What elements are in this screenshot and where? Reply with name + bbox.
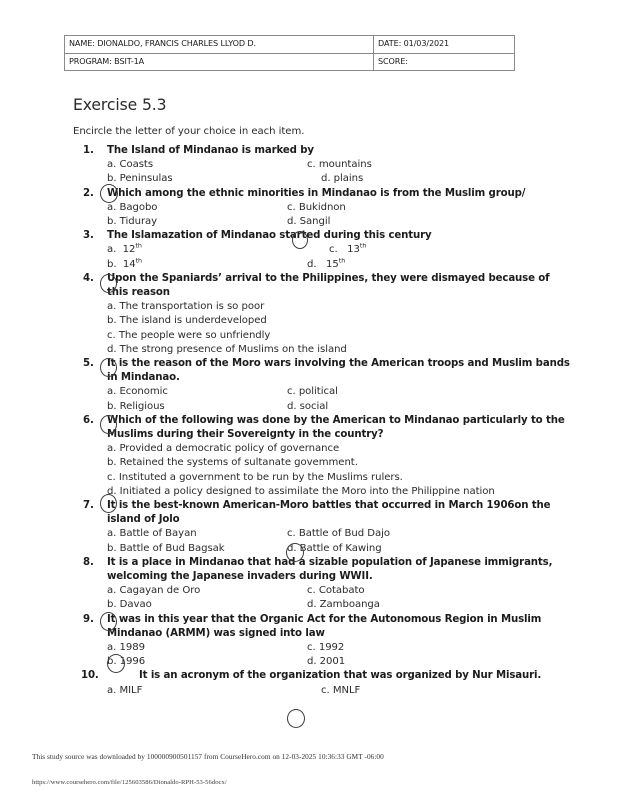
question-2-options bbox=[73, 201, 573, 229]
question-10-text bbox=[73, 669, 573, 683]
question-7-body: It is the best-known American-Moro battles that occurred in March 1906on the island of Jolo bbox=[107, 499, 551, 526]
option-7d[interactable]: d. Battle of Kawing bbox=[287, 542, 382, 554]
question-10 bbox=[73, 669, 573, 697]
question-5-number: 5. bbox=[83, 357, 94, 369]
page-title: Exercise 5.3 bbox=[73, 96, 167, 114]
score-cell: SCORE: bbox=[374, 53, 515, 71]
option-3d-value: 15 bbox=[326, 258, 339, 270]
option-row bbox=[107, 584, 573, 598]
question-7 bbox=[73, 499, 573, 556]
option-row bbox=[107, 641, 573, 655]
option-row bbox=[107, 215, 573, 229]
date-cell: DATE: 01/03/2021 bbox=[374, 36, 515, 54]
option-8d[interactable]: d. Zamboanga bbox=[307, 599, 380, 611]
option-row bbox=[107, 684, 573, 698]
option-row bbox=[107, 258, 573, 272]
question-8-number: 8. bbox=[83, 556, 94, 568]
option-1c[interactable]: c. mountains bbox=[307, 159, 372, 171]
question-4-body: Upon the Spaniards’ arrival to the Philippines, they were dismayed because of this reason bbox=[107, 272, 550, 298]
option-8b[interactable]: b. Davao bbox=[107, 599, 152, 611]
option-row bbox=[107, 201, 573, 215]
question-2-text bbox=[73, 187, 573, 201]
question-6-options bbox=[73, 442, 573, 499]
answer-mark-q10-c bbox=[287, 709, 305, 728]
option-8c[interactable]: c. Cotabato bbox=[307, 585, 365, 597]
question-9 bbox=[73, 613, 573, 670]
question-2 bbox=[73, 187, 573, 230]
option-row bbox=[107, 158, 573, 172]
question-1-text bbox=[73, 144, 573, 158]
student-info-table bbox=[64, 35, 515, 71]
option-3b-value: 14 bbox=[122, 258, 136, 270]
ordinal-suffix: th bbox=[359, 242, 367, 250]
question-1 bbox=[73, 144, 573, 187]
question-2-number: 2. bbox=[83, 187, 94, 199]
option-1b[interactable]: b. Peninsulas bbox=[107, 173, 173, 185]
option-row bbox=[107, 542, 573, 556]
option-1a[interactable]: a. Coasts bbox=[107, 159, 154, 171]
question-3-text bbox=[73, 229, 573, 243]
option-9d[interactable]: d. 2001 bbox=[307, 656, 346, 668]
ordinal-suffix: th bbox=[135, 242, 142, 250]
ordinal-suffix: th bbox=[135, 256, 143, 265]
question-4-options bbox=[73, 300, 573, 357]
question-9-number: 9. bbox=[83, 613, 94, 625]
question-8-body: It is a place in Mindanao that had a sizable population of Japanese immigrants, welcoming the Japanese invaders during WWII. bbox=[107, 556, 553, 582]
option-4d[interactable]: d. The strong presence of Muslims on the island bbox=[107, 343, 347, 355]
question-1-options bbox=[73, 158, 573, 186]
question-6-text bbox=[73, 414, 573, 442]
question-4-number: 4. bbox=[83, 272, 94, 284]
option-row bbox=[107, 655, 573, 669]
option-4a[interactable]: a. The transportation is so poor bbox=[107, 301, 265, 313]
question-7-number: 7. bbox=[83, 499, 94, 511]
question-5-body: It is the reason of the Moro wars involving the American troops and Muslim bands in Mindanao. bbox=[107, 357, 570, 384]
option-row bbox=[107, 527, 573, 541]
question-3-options bbox=[73, 243, 573, 271]
option-5c[interactable]: c. political bbox=[287, 386, 338, 398]
option-3a[interactable]: a. 12th bbox=[107, 242, 142, 256]
option-4b[interactable]: b. The island is underdeveloped bbox=[107, 315, 267, 327]
question-5-options bbox=[73, 385, 573, 413]
question-7-options bbox=[73, 527, 573, 555]
name-cell: NAME: DIONALDO, FRANCIS CHARLES LLYOD D. bbox=[65, 36, 374, 54]
option-row bbox=[107, 385, 573, 399]
question-5 bbox=[73, 357, 573, 414]
option-7c[interactable]: c. Battle of Bud Dajo bbox=[287, 528, 390, 540]
program-cell: PROGRAM: BSIT-1A bbox=[65, 53, 374, 71]
question-6-body: Which of the following was done by the American to Mindanao particularly to the Muslims during their Sovereignty in the country? bbox=[107, 414, 565, 440]
question-2-body: Which among the ethnic minorities in Mindanao is from the Muslim group/ bbox=[107, 187, 526, 199]
option-5a[interactable]: a. Economic bbox=[107, 386, 168, 398]
option-2a[interactable]: a. Bagobo bbox=[107, 201, 158, 213]
question-10-options bbox=[73, 684, 573, 698]
option-3c[interactable]: c. 13th bbox=[329, 242, 367, 256]
option-5d[interactable]: d. social bbox=[287, 400, 329, 412]
question-4 bbox=[73, 272, 573, 357]
option-2b[interactable]: b. Tiduray bbox=[107, 215, 158, 227]
option-9c[interactable]: c. 1992 bbox=[307, 641, 345, 653]
option-row bbox=[107, 400, 573, 414]
option-8a[interactable]: a. Cagayan de Oro bbox=[107, 585, 201, 597]
table-row bbox=[65, 53, 515, 71]
option-5b[interactable]: b. Religious bbox=[107, 400, 165, 412]
question-list bbox=[73, 144, 573, 698]
source-url[interactable]: https://www.coursehero.com/file/125603586/Dionaldo-RPH-53-56docx/ bbox=[32, 779, 227, 786]
option-3a-value: 12 bbox=[122, 244, 136, 256]
option-7b[interactable]: b. Battle of Bud Bagsak bbox=[107, 542, 225, 554]
question-1-number: 1. bbox=[83, 145, 94, 156]
question-6-number: 6. bbox=[83, 414, 94, 426]
question-1-body: The Island of Mindanao is marked by bbox=[107, 145, 314, 156]
option-3c-value: 13 bbox=[347, 244, 360, 256]
question-9-options bbox=[73, 641, 573, 669]
instruction-text: Encircle the letter of your choice in each item. bbox=[73, 126, 305, 137]
question-5-text bbox=[73, 357, 573, 385]
table-row bbox=[65, 36, 515, 54]
question-3 bbox=[73, 229, 573, 272]
question-3-number: 3. bbox=[83, 230, 94, 242]
question-6 bbox=[73, 414, 573, 499]
question-9-text bbox=[73, 613, 573, 641]
question-8-text bbox=[73, 556, 573, 584]
option-9b[interactable]: b. 1996 bbox=[107, 656, 146, 668]
option-4c[interactable]: c. The people were so unfriendly bbox=[107, 329, 271, 341]
option-7a[interactable]: a. Battle of Bayan bbox=[107, 528, 197, 540]
question-9-body: It was in this year that the Organic Act for the Autonomous Region in Muslim Mindanao (ARMM) was signed into law bbox=[107, 613, 542, 639]
option-3b[interactable]: b. 14th bbox=[107, 256, 143, 270]
option-row bbox=[107, 172, 573, 186]
question-3-body: The Islamazation of Mindanao started during this century bbox=[107, 230, 432, 242]
question-10-number: 10. bbox=[81, 670, 99, 682]
option-2d[interactable]: d. Sangil bbox=[287, 215, 331, 227]
option-1d[interactable]: d. plains bbox=[321, 173, 364, 185]
option-6b[interactable]: b. Retained the systems of sultanate govemment. bbox=[107, 457, 358, 469]
download-notice: This study source was downloaded by 100000900501157 from CourseHero.com on 12-03-2025 10:36:33 GMT -06:00 bbox=[32, 752, 384, 761]
option-6c[interactable]: c. Instituted a government to be run by the Muslims rulers. bbox=[107, 471, 403, 483]
question-8-options bbox=[73, 584, 573, 612]
option-row bbox=[107, 598, 573, 612]
ordinal-suffix: th bbox=[338, 256, 346, 265]
question-4-text bbox=[73, 272, 573, 300]
option-2c[interactable]: c. Bukidnon bbox=[287, 201, 346, 213]
option-3d[interactable]: d. 15th bbox=[307, 256, 346, 270]
question-7-text bbox=[73, 499, 573, 527]
question-10-body: It is an acronym of the organization that was organized by Nur Misauri. bbox=[139, 670, 542, 682]
option-9a[interactable]: a. 1989 bbox=[107, 641, 145, 653]
question-8 bbox=[73, 556, 573, 613]
option-6a[interactable]: a. Provided a democratic policy of governance bbox=[107, 443, 340, 455]
option-6d[interactable]: d. Initiated a policy designed to assimilate the Moro into the Philippine nation bbox=[107, 485, 495, 497]
option-10c[interactable]: c. MNLF bbox=[321, 684, 361, 696]
option-10a[interactable]: a. MILF bbox=[107, 684, 143, 696]
